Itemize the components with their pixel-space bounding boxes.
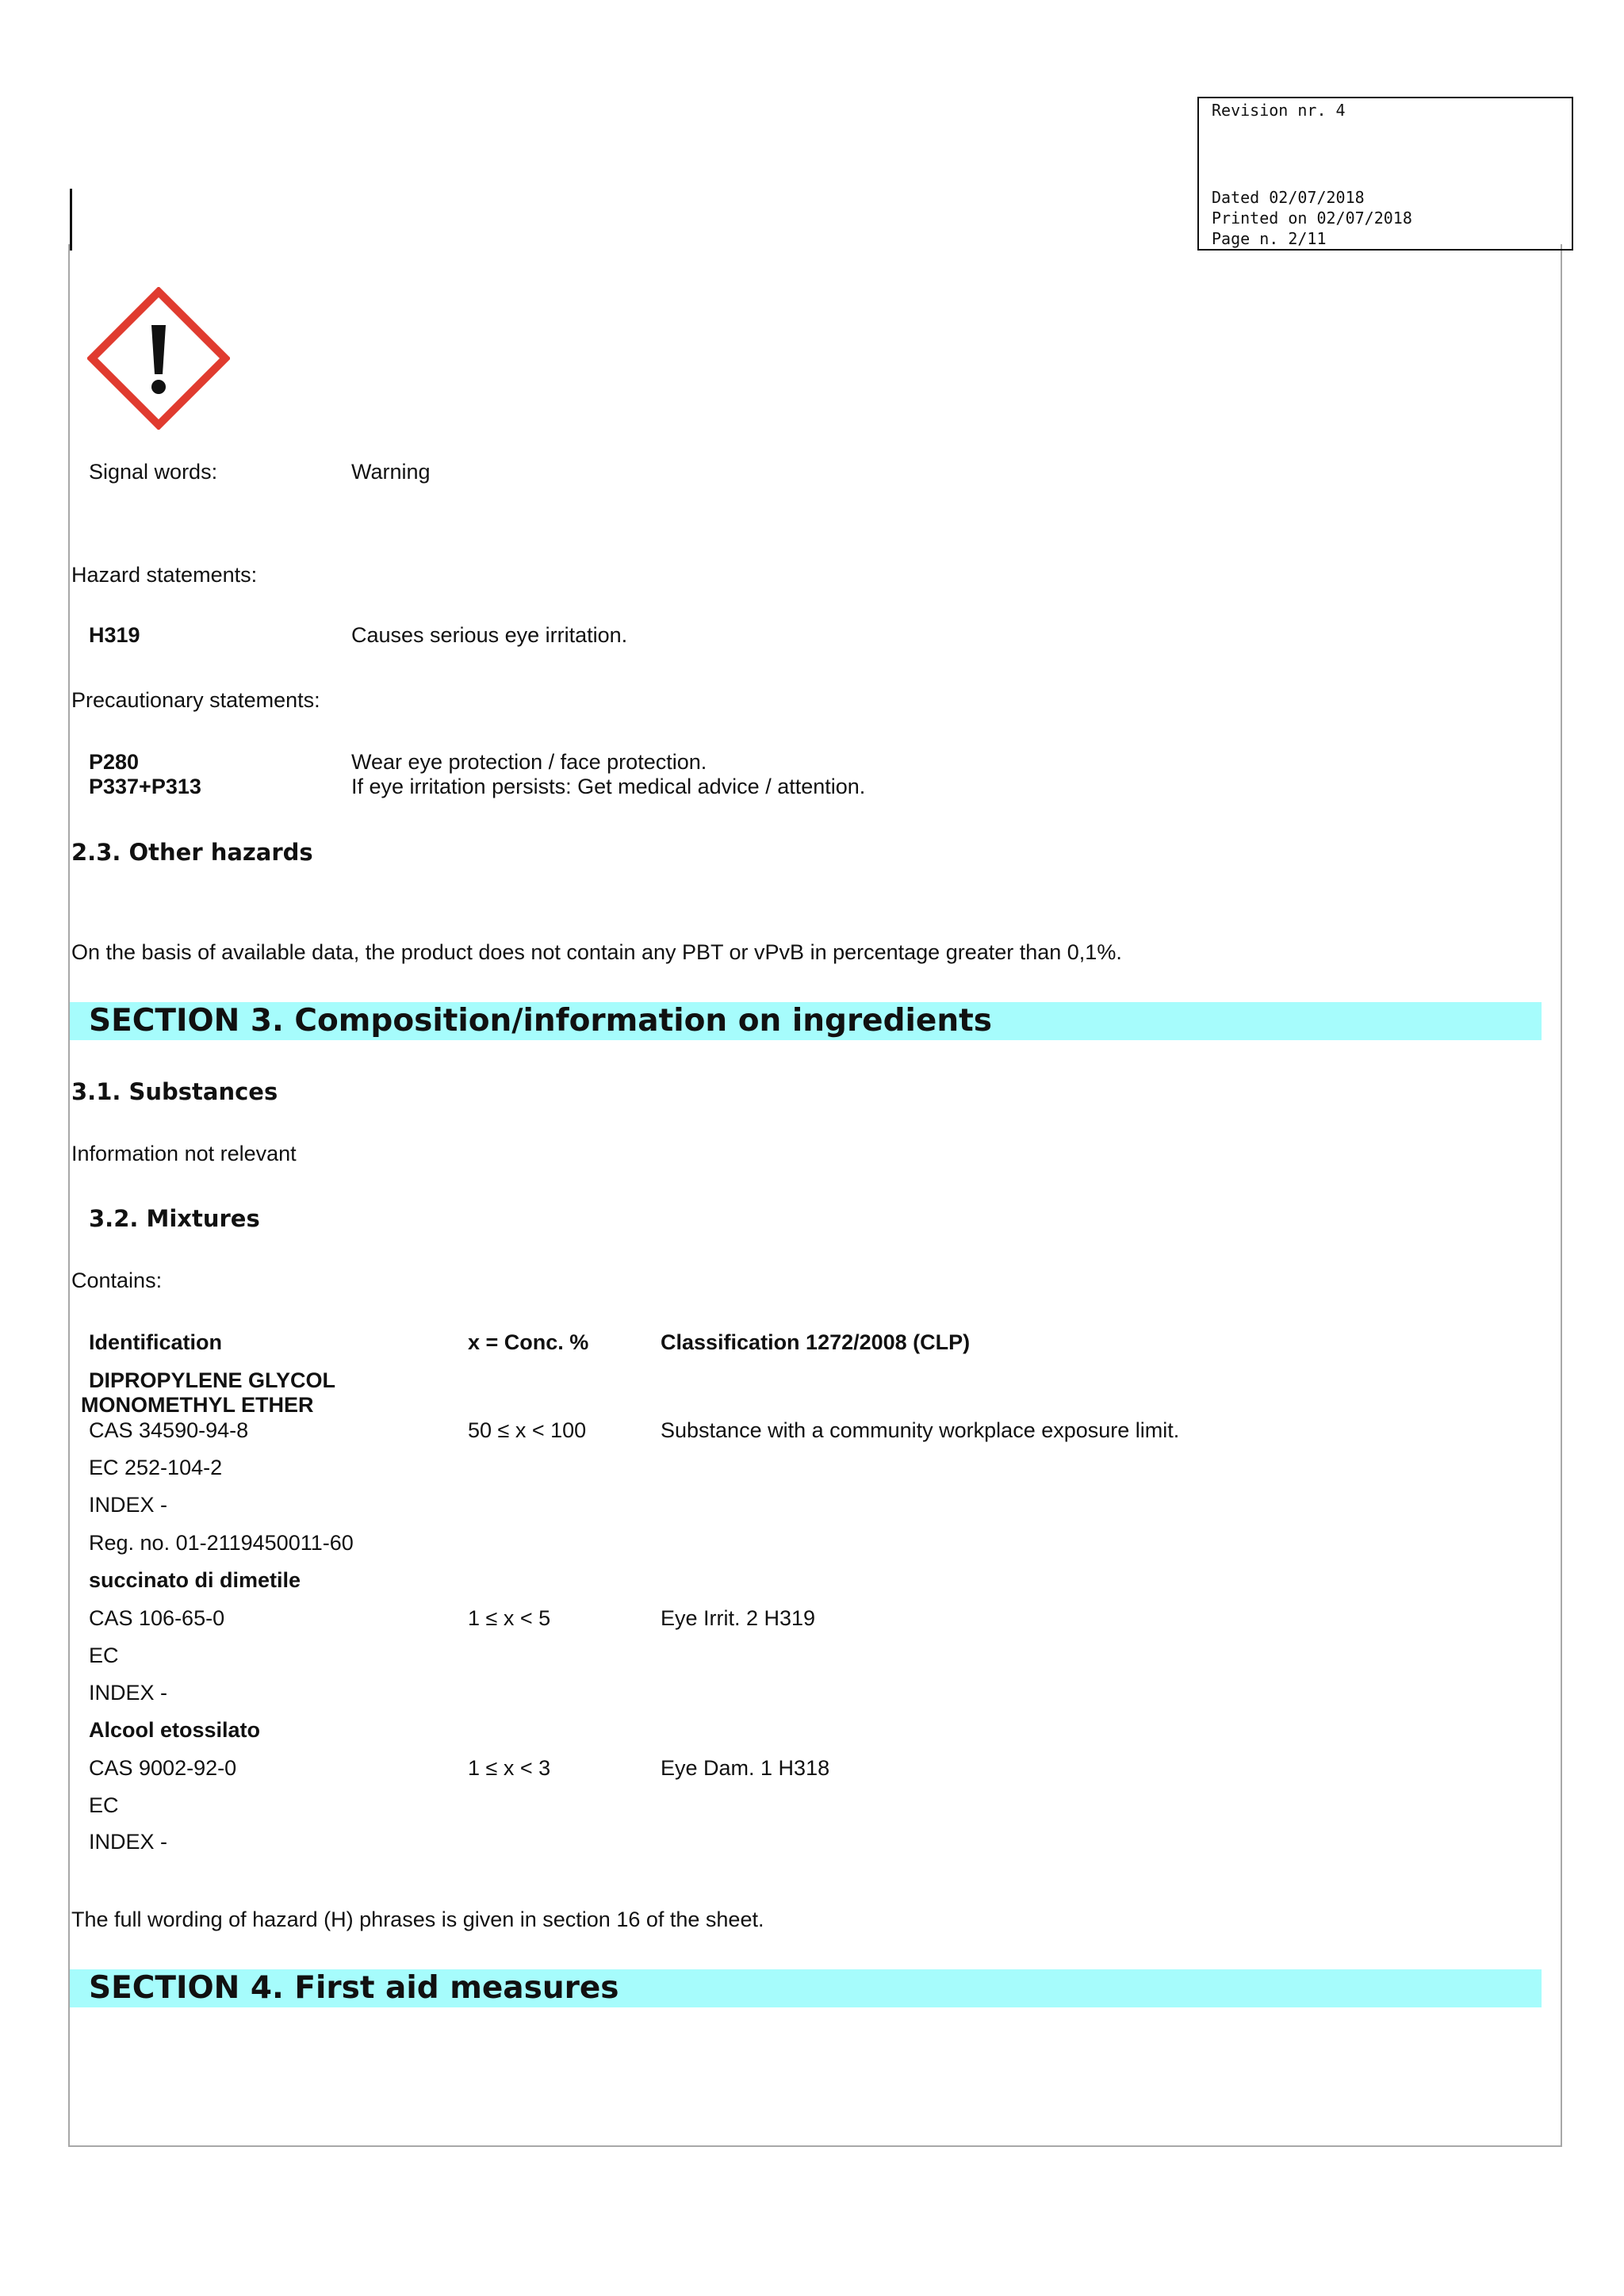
section-4-title: SECTION 4. First aid measures — [89, 1970, 619, 2006]
revision-number: Revision nr. 4 — [1212, 101, 1346, 120]
hazard-text: Causes serious eye irritation. — [351, 623, 628, 647]
other-hazards-heading: 2.3. Other hazards — [71, 839, 313, 866]
column-header-classification: Classification 1272/2008 (CLP) — [661, 1330, 971, 1354]
ingredient-ec: EC — [89, 1793, 119, 1817]
precautionary-code: P337+P313 — [89, 775, 201, 798]
ingredient-name: succinato di dimetile — [89, 1568, 301, 1592]
hazard-code: H319 — [89, 623, 140, 647]
ingredient-concentration: 50 ≤ x < 100 — [468, 1418, 587, 1442]
other-hazards-text: On the basis of available data, the product does not contain any PBT or vPvB in percentage greater than 0,1%. — [71, 940, 1122, 964]
ingredient-cas: CAS 106-65-0 — [89, 1606, 225, 1630]
signal-word-value: Warning — [351, 460, 431, 484]
ingredient-concentration: 1 ≤ x < 5 — [468, 1606, 551, 1630]
hazard-phrases-footnote: The full wording of hazard (H) phrases is given in section 16 of the sheet. — [71, 1908, 764, 1931]
ingredient-ec: EC 252-104-2 — [89, 1456, 223, 1479]
ingredient-index: INDEX - — [89, 1493, 168, 1517]
mixtures-heading: 3.2. Mixtures — [89, 1205, 260, 1232]
exclamation-mark-hazard-icon — [87, 287, 230, 430]
column-header-identification: Identification — [89, 1330, 222, 1354]
ingredient-classification: Eye Dam. 1 H318 — [661, 1756, 830, 1780]
ingredient-classification: Eye Irrit. 2 H319 — [661, 1606, 816, 1630]
precautionary-statements-title: Precautionary statements: — [71, 688, 320, 712]
ingredient-name: DIPROPYLENE GLYCOL — [89, 1368, 336, 1392]
ingredient-ec: EC — [89, 1644, 119, 1667]
substances-text: Information not relevant — [71, 1142, 297, 1165]
ingredient-reg-no: Reg. no. 01-2119450011-60 — [89, 1531, 354, 1555]
ingredient-index: INDEX - — [89, 1681, 168, 1705]
hazard-statements-title: Hazard statements: — [71, 563, 258, 587]
printed-on: Printed on 02/07/2018 — [1212, 209, 1412, 228]
column-header-concentration: x = Conc. % — [468, 1330, 589, 1354]
substances-heading: 3.1. Substances — [71, 1078, 278, 1105]
section-3-title: SECTION 3. Composition/information on ingredients — [89, 1003, 992, 1039]
page-number: Page n. 2/11 — [1212, 229, 1327, 248]
ingredient-index: INDEX - — [89, 1830, 168, 1854]
ingredient-cas: CAS 34590-94-8 — [89, 1418, 249, 1442]
ingredient-classification: Substance with a community workplace exposure limit. — [661, 1418, 1180, 1442]
revision-box — [1197, 97, 1573, 251]
section-3-band — [70, 1002, 1542, 1040]
section-4-band — [70, 1969, 1542, 2007]
ingredient-cas: CAS 9002-92-0 — [89, 1756, 237, 1780]
ingredient-name: MONOMETHYL ETHER — [81, 1393, 314, 1417]
dated: Dated 02/07/2018 — [1212, 188, 1365, 207]
left-margin-bar — [70, 189, 72, 251]
precautionary-text: If eye irritation persists: Get medical advice / attention. — [351, 775, 866, 798]
precautionary-text: Wear eye protection / face protection. — [351, 750, 707, 774]
ingredient-concentration: 1 ≤ x < 3 — [468, 1756, 551, 1780]
precautionary-code: P280 — [89, 750, 140, 774]
contains-label: Contains: — [71, 1269, 163, 1292]
page-frame — [68, 244, 1562, 2147]
signal-words-label: Signal words: — [89, 460, 218, 484]
ingredient-name: Alcool etossilato — [89, 1718, 261, 1742]
